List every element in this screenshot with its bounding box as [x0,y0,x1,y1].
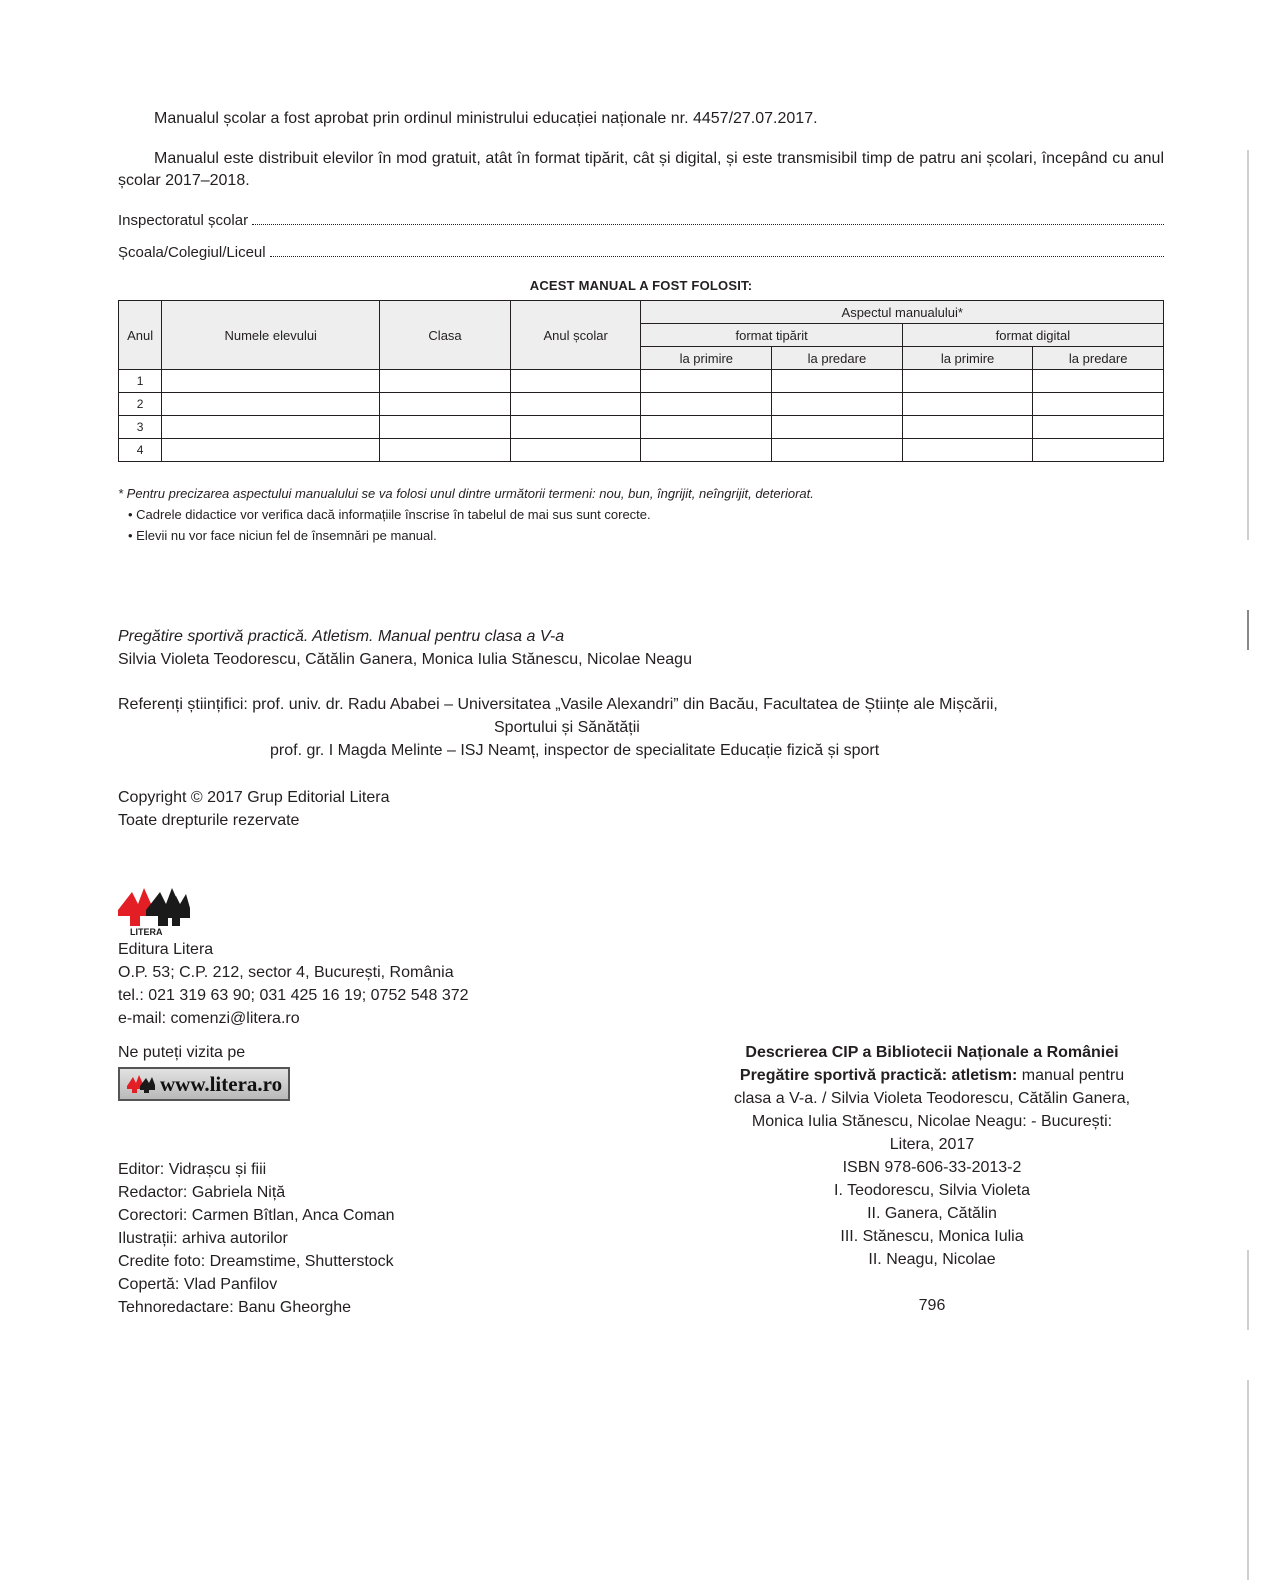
approval-statement: Manualul școlar a fost aprobat prin ordinul ministrului educației naționale nr. 4457/27.07.2017. [154,110,818,127]
cell-clasa[interactable] [380,439,511,462]
header-tiparit-la-predare: la predare [772,347,903,370]
header-format-digital: format digital [902,324,1163,347]
cell-nume[interactable] [162,393,380,416]
credit-ilustratii: Ilustrații: arhiva autorilor [118,1230,288,1247]
cell-clasa[interactable] [380,393,511,416]
credit-tehnoredactare: Tehnoredactare: Banu Gheorghe [118,1299,352,1316]
litera-mini-logo-icon [126,1074,156,1094]
credits-list [118,1158,395,1319]
cip-desc-1: manual pentru [1021,1067,1125,1084]
cell-digital-primire[interactable] [902,393,1033,416]
cell-nume[interactable] [162,416,380,439]
usage-table-title: ACEST MANUAL A FOST FOLOSIT: [529,278,753,293]
cell-nume[interactable] [162,370,380,393]
header-aspect: Aspectul manualului* [641,301,1164,324]
credit-corectori: Corectori: Carmen Bîtlan, Anca Coman [118,1207,395,1224]
referents [118,693,1164,762]
credit-editor: Editor: Vidrașcu și fiii [118,1161,267,1178]
cell-anul-scolar[interactable] [510,370,641,393]
rights-line: Toate drepturile rezervate [118,812,300,829]
header-format-tiparit: format tipărit [641,324,902,347]
inspectorat-field [118,212,1164,229]
cip-description [700,1041,1164,1317]
cell-clasa[interactable] [380,370,511,393]
row-number: 1 [119,370,162,393]
cip-author-3: III. Stănescu, Monica Iulia [840,1228,1024,1245]
book-authors: Silvia Violeta Teodorescu, Cătălin Ganera, Monica Iulia Stănescu, Nicolae Neagu [118,651,692,668]
header-numele-elevului: Numele elevului [162,301,380,370]
cip-isbn: ISBN 978-606-33-2013-2 [842,1159,1022,1176]
page-edge-line [1247,150,1249,540]
page-edge-mark [1247,610,1249,650]
book-info [118,625,1164,671]
cip-desc-3: Monica Iulia Stănescu, Nicolae Neagu: - București: [751,1113,1113,1130]
cell-clasa[interactable] [380,416,511,439]
header-digital-la-primire: la primire [902,347,1033,370]
table-row [119,416,1164,439]
cip-author-4: II. Neagu, Nicolae [868,1251,996,1268]
credit-redactor: Redactor: Gabriela Niță [118,1184,286,1201]
website-url: www.litera.ro [160,1071,283,1096]
cell-anul-scolar[interactable] [510,439,641,462]
usage-table [118,300,1164,462]
page-edge-line [1247,1380,1249,1580]
cell-digital-predare[interactable] [1033,393,1164,416]
cip-author-1: I. Teodorescu, Silvia Violeta [834,1182,1030,1199]
cell-anul-scolar[interactable] [510,393,641,416]
cell-nume[interactable] [162,439,380,462]
row-number: 4 [119,439,162,462]
distribution-statement: Manualul este distribuit elevilor în mod gratuit, atât în format tipărit, cât și digital, și este transmisibil timp de patru ani școlari, începând cu anul școlar 2017–2018. [118,150,1164,189]
cip-author-2: II. Ganera, Cătălin [867,1205,997,1222]
visit-label: Ne puteți vizita pe [118,1044,246,1061]
cip-desc-2: clasa a V-a. / Silvia Violeta Teodorescu, Cătălin Ganera, [733,1090,1131,1107]
logo-wordmark: LITERA [130,927,163,936]
publisher-phone: tel.: 021 319 63 90; 031 425 16 19; 0752 548 372 [118,987,469,1004]
publisher-address: O.P. 53; C.P. 212, sector 4, București, România [118,964,454,981]
cell-tiparit-predare[interactable] [772,393,903,416]
header-anul-scolar: Anul școlar [510,301,641,370]
note-teachers: • Cadrele didactice vor verifica dacă informațiile înscrise în tabelul de mai sus sunt corecte. [128,507,651,522]
header-tiparit-la-primire: la primire [641,347,772,370]
cip-heading: Descrierea CIP a Bibliotecii Naționale a României [745,1044,1119,1061]
cell-tiparit-primire[interactable] [641,439,772,462]
cell-digital-predare[interactable] [1033,416,1164,439]
table-notes [118,483,1164,546]
website-button[interactable] [118,1067,290,1101]
cell-digital-predare[interactable] [1033,370,1164,393]
credit-coperta: Copertă: Vlad Panfilov [118,1276,278,1293]
row-number: 3 [119,416,162,439]
scoala-field [118,244,1164,261]
referent-line-2: Sportului și Sănătății [494,719,640,736]
header-clasa: Clasa [380,301,511,370]
table-row [119,393,1164,416]
cip-desc-4: Litera, 2017 [889,1136,975,1153]
cell-digital-primire[interactable] [902,370,1033,393]
table-row [119,370,1164,393]
table-row [119,439,1164,462]
cell-tiparit-primire[interactable] [641,416,772,439]
cell-digital-primire[interactable] [902,439,1033,462]
cell-tiparit-predare[interactable] [772,416,903,439]
cip-code: 796 [918,1297,946,1314]
scoala-dotted-line [270,255,1164,257]
header-anul: Anul [119,301,162,370]
book-title: Pregătire sportivă practică. Atletism. Manual pentru clasa a V-a [118,628,565,645]
publisher-info [118,938,469,1030]
referent-line-3: prof. gr. I Magda Melinte – ISJ Neamț, inspector de specialitate Educație fizică și sport [270,742,880,759]
cell-tiparit-predare[interactable] [772,370,903,393]
litera-logo [116,880,192,936]
cip-title: Pregătire sportivă practică: atletism: [739,1067,1018,1084]
publisher-email[interactable]: e-mail: comenzi@litera.ro [118,1010,300,1027]
cell-anul-scolar[interactable] [510,416,641,439]
referent-line-1: Referenți științifici: prof. univ. dr. Radu Ababei – Universitatea „Vasile Alexandri” din Bacău, Facultatea de Științe ale Mișcării, [118,696,998,713]
cell-digital-predare[interactable] [1033,439,1164,462]
row-number: 2 [119,393,162,416]
note-students: • Elevii nu vor face niciun fel de însemnări pe manual. [128,528,437,543]
page-edge-line [1247,1250,1249,1330]
footnote-aspect: * Pentru precizarea aspectului manualului se va folosi unul dintre următorii termeni: nou, bun, îngrijit, neîngrijit, deteriorat. [118,486,814,501]
cell-tiparit-predare[interactable] [772,439,903,462]
credit-foto: Credite foto: Dreamstime, Shutterstock [118,1253,394,1270]
scoala-label: Școala/Colegiul/Liceul [118,244,266,261]
copyright [118,786,389,832]
cell-tiparit-primire[interactable] [641,370,772,393]
cell-tiparit-primire[interactable] [641,393,772,416]
inspectorat-dotted-line [252,223,1164,225]
litera-logo-icon [116,880,192,936]
copyright-line: Copyright © 2017 Grup Editorial Litera [118,789,390,806]
publisher-name: Editura Litera [118,941,214,958]
inspectorat-label: Inspectoratul școlar [118,212,249,229]
cell-digital-primire[interactable] [902,416,1033,439]
header-digital-la-predare: la predare [1033,347,1164,370]
